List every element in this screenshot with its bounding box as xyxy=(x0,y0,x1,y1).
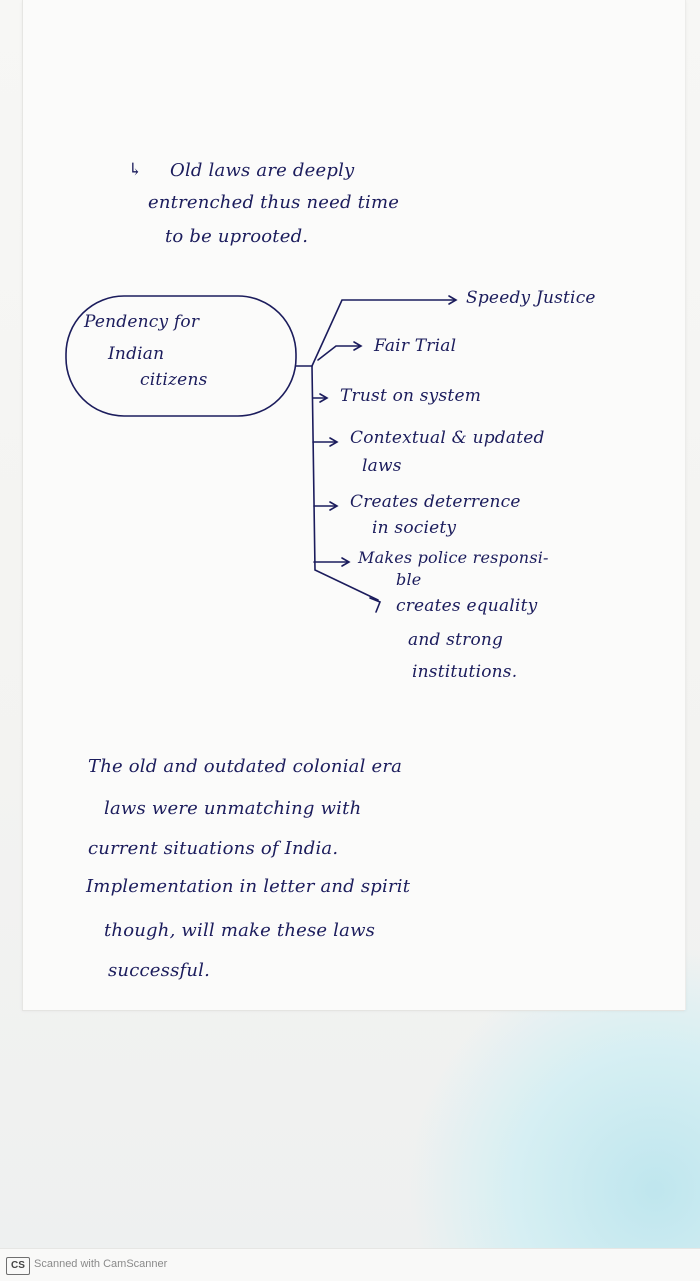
branch-label-trust: Trust on system xyxy=(340,386,482,406)
center-node-line-3: citizens xyxy=(140,370,208,390)
branch-label-contextual-2: laws xyxy=(362,456,402,476)
branch-label-fair-trial: Fair Trial xyxy=(374,336,457,356)
intro-bullet-icon: ↳ xyxy=(128,160,143,180)
branch-label-speedy-justice: Speedy Justice xyxy=(466,288,596,308)
branch-label-equality-1: creates equality xyxy=(396,596,538,616)
center-node-line-2: Indian xyxy=(108,344,165,364)
sheet-edge xyxy=(22,1010,684,1011)
conclusion-line-6: successful. xyxy=(108,960,211,981)
branch-label-deterrence-2: in society xyxy=(372,518,457,538)
branch-label-police-1: Makes police responsi- xyxy=(358,548,549,567)
center-node-line-1: Pendency for xyxy=(84,312,200,332)
branch-label-police-2: ble xyxy=(396,570,422,589)
intro-line-2: entrenched thus need time xyxy=(148,192,400,213)
camscanner-logo-icon: CS xyxy=(6,1257,30,1275)
branch-label-equality-2: and strong xyxy=(408,630,504,650)
conclusion-line-3: current situations of India. xyxy=(88,838,339,859)
intro-line-1: Old laws are deeply xyxy=(170,160,355,181)
intro-line-3: to be uprooted. xyxy=(165,226,309,247)
conclusion-line-2: laws were unmatching with xyxy=(104,798,362,819)
branch-label-equality-3: institutions. xyxy=(412,662,518,682)
branch-label-deterrence-1: Creates deterrence xyxy=(350,492,521,512)
branch-label-contextual-1: Contextual & updated xyxy=(350,428,545,448)
conclusion-line-1: The old and outdated colonial era xyxy=(88,756,403,777)
conclusion-line-4: Implementation in letter and spirit xyxy=(86,876,411,897)
scanner-footer xyxy=(0,1248,700,1281)
camscanner-label: Scanned with CamScanner xyxy=(34,1258,168,1270)
conclusion-line-5: though, will make these laws xyxy=(104,920,376,941)
